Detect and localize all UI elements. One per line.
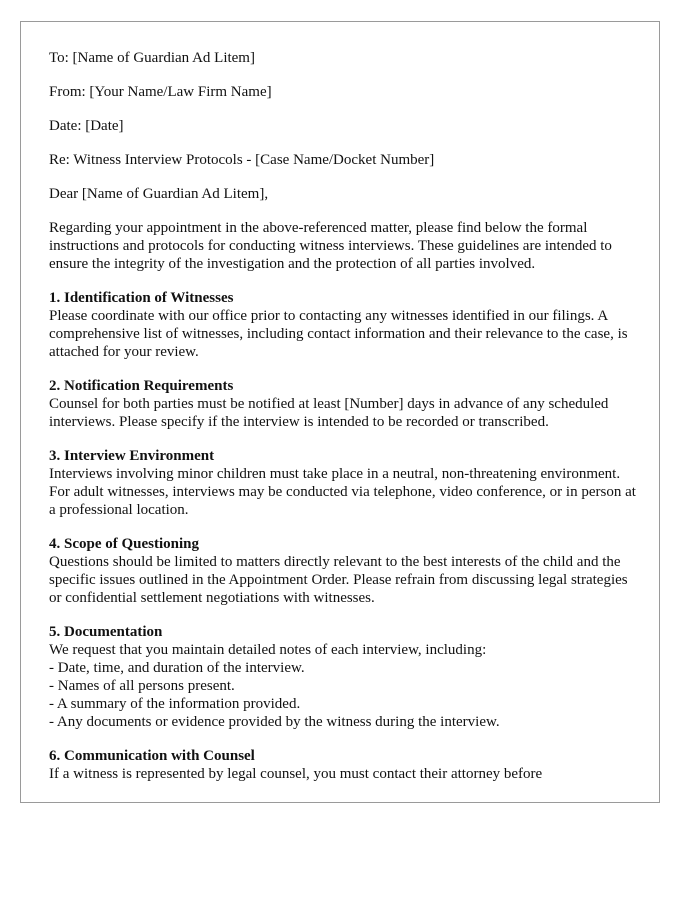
intro-paragraph: Regarding your appointment in the above-referenced matter, please find below the formal instructions and protocols for conducting witness interviews. These guidelines are intended to ensure the integrity of the investigation and the protection of all parties involved. — [49, 220, 612, 272]
section-heading: 3. Interview Environment — [49, 448, 215, 464]
salutation: Dear [Name of Guardian Ad Litem], — [49, 186, 269, 202]
section-body: Counsel for both parties must be notified at least [Number] days in advance of any scheduled interviews. Please specify if the interview is intended to be recorded or transcribed. — [49, 396, 609, 430]
list-item: - A summary of the information provided. — [49, 696, 301, 712]
list-item: - Date, time, and duration of the interview. — [49, 660, 305, 676]
section-body: Questions should be limited to matters directly relevant to the best interests of the child and the specific issues outlined in the Appointment Order. Please refrain from discussing legal strategies or confidential settlement negotiations with witnesses. — [49, 554, 628, 606]
section-body: Interviews involving minor children must take place in a neutral, non-threatening environment. For adult witnesses, interviews may be conducted via telephone, video conference, or in person at a professional location. — [49, 466, 636, 518]
section-heading: 1. Identification of Witnesses — [49, 290, 234, 306]
list-item: - Names of all persons present. — [49, 678, 235, 694]
section-communication-with-counsel — [49, 747, 639, 783]
section-identification-of-witnesses — [49, 289, 639, 361]
section-body: We request that you maintain detailed notes of each interview, including: — [49, 642, 487, 658]
section-heading: 2. Notification Requirements — [49, 378, 234, 394]
letter-page — [20, 21, 660, 803]
letter-content — [49, 49, 639, 799]
section-heading: 4. Scope of Questioning — [49, 536, 200, 552]
section-scope-of-questioning — [49, 535, 639, 607]
section-body: Please coordinate with our office prior to contacting any witnesses identified in our filings. A comprehensive list of witnesses, including contact information and their relevance to the case, is attached for your review. — [49, 308, 628, 360]
section-heading: 6. Communication with Counsel — [49, 748, 255, 764]
section-notification-requirements — [49, 377, 639, 431]
from-line: From: [Your Name/Law Firm Name] — [49, 84, 272, 100]
to-line: To: [Name of Guardian Ad Litem] — [49, 50, 255, 66]
section-documentation — [49, 623, 639, 731]
section-body: If a witness is represented by legal counsel, you must contact their attorney before — [49, 766, 543, 782]
section-interview-environment — [49, 447, 639, 519]
re-line: Re: Witness Interview Protocols - [Case Name/Docket Number] — [49, 152, 435, 168]
list-item: - Any documents or evidence provided by the witness during the interview. — [49, 714, 500, 730]
date-line: Date: [Date] — [49, 118, 124, 134]
section-heading: 5. Documentation — [49, 624, 163, 640]
